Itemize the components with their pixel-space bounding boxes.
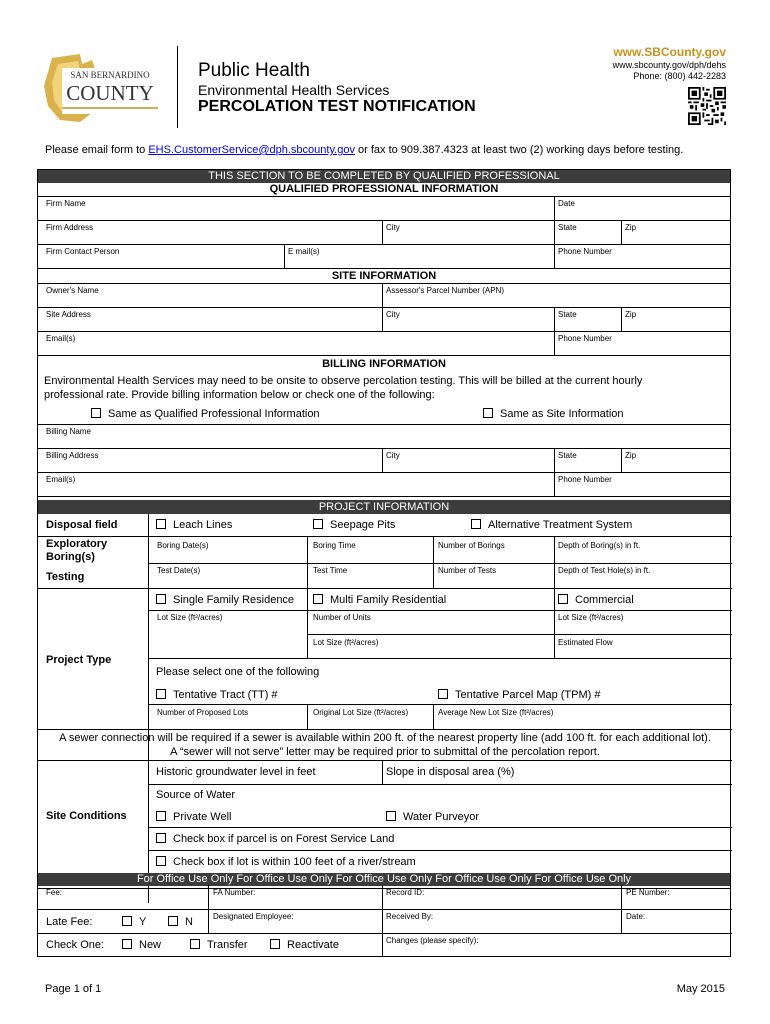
- testing-label: Testing: [46, 571, 85, 583]
- project-type-label: Project Type: [46, 654, 112, 666]
- instructions: Please email form to EHS.CustomerService@dph.sbcounty.gov or fax to 909.387.4323 at least two (2) working days before testing.: [45, 144, 684, 156]
- header-divider: [177, 46, 178, 128]
- office-use-table: [37, 885, 731, 957]
- seepage-pits-checkbox[interactable]: Seepage Pits: [313, 519, 395, 531]
- billing-address-field[interactable]: Billing Address: [46, 451, 99, 460]
- mfr-lot-size-field[interactable]: Lot Size (ft²/acres): [313, 638, 379, 647]
- forest-service-checkbox[interactable]: Check box if parcel is on Forest Service Land: [156, 833, 394, 845]
- site-zip-field[interactable]: Zip: [625, 310, 637, 319]
- site-conditions-label: Site Conditions: [46, 810, 127, 822]
- orig-lot-size-field[interactable]: Original Lot Size (ft²/acres): [313, 708, 409, 717]
- new-checkbox[interactable]: New: [122, 939, 161, 951]
- office-date-field[interactable]: Date:: [626, 912, 646, 921]
- sewer-notice-1: A sewer connection will be required if a sewer is available within 200 ft. of the nearest property line (add 100 ft. for each additional lot).: [59, 732, 711, 744]
- depth-borings-field[interactable]: Depth of Boring(s) in ft.: [558, 541, 641, 550]
- phone-number: Phone: (800) 442-2283: [633, 71, 726, 81]
- water-purveyor-checkbox[interactable]: Water Purveyor: [386, 811, 479, 823]
- boring-dates-field[interactable]: Boring Date(s): [157, 541, 209, 550]
- logo-main-text: COUNTY: [66, 81, 154, 105]
- page-number: Page 1 of 1: [45, 983, 102, 995]
- leach-lines-checkbox[interactable]: Leach Lines: [156, 519, 232, 531]
- county-logo: [40, 50, 160, 125]
- fee-field[interactable]: Fee:: [46, 888, 63, 897]
- source-water-label: Source of Water: [156, 789, 236, 801]
- billing-city-field[interactable]: City: [386, 451, 400, 460]
- form-box: [37, 169, 731, 889]
- changes-field[interactable]: Changes (please specify):: [386, 936, 479, 945]
- office-bar: For Office Use Only For Office Use Only For Office Use Only For Office Use Only For Office Use Only: [38, 873, 730, 886]
- exploratory-label: Exploratory: [46, 538, 108, 550]
- num-tests-field[interactable]: Number of Tests: [438, 566, 497, 575]
- website-link[interactable]: www.SBCounty.gov: [613, 45, 726, 59]
- site-heading: SITE INFORMATION: [38, 270, 730, 282]
- same-as-site-checkbox[interactable]: Same as Site Information: [483, 408, 624, 420]
- qr-code-icon: [688, 87, 726, 125]
- billing-text-1: Environmental Health Services may need to be onsite to observe percolation testing. This will be billed at the current hourly: [44, 375, 643, 387]
- email-link[interactable]: EHS.CustomerService@dph.sbcounty.gov: [148, 144, 355, 156]
- received-by-field[interactable]: Received By:: [386, 912, 434, 921]
- site-state-field[interactable]: State: [558, 310, 577, 319]
- billing-text-2: professional rate. Provide billing information below or check one of the following:: [44, 389, 435, 401]
- qp-date-field[interactable]: Date: [558, 199, 575, 208]
- late-fee-yes-checkbox[interactable]: Y: [122, 916, 146, 928]
- slope-field[interactable]: Slope in disposal area (%): [386, 766, 515, 778]
- billing-email-field[interactable]: Email(s): [46, 475, 76, 484]
- transfer-checkbox[interactable]: Transfer: [190, 939, 248, 951]
- estimated-flow-field[interactable]: Estimated Flow: [558, 638, 613, 647]
- project-bar: PROJECT INFORMATION: [38, 500, 730, 514]
- billing-phone-field[interactable]: Phone Number: [558, 475, 612, 484]
- num-units-field[interactable]: Number of Units: [313, 613, 371, 622]
- sfr-lot-size-field[interactable]: Lot Size (ft²/acres): [157, 613, 223, 622]
- disposal-field-label: Disposal field: [46, 519, 118, 531]
- fa-number-field[interactable]: FA Number:: [213, 888, 256, 897]
- billing-zip-field[interactable]: Zip: [625, 451, 637, 460]
- site-phone-field[interactable]: Phone Number: [558, 334, 612, 343]
- qp-zip-field[interactable]: Zip: [625, 223, 637, 232]
- contact-person-field[interactable]: Firm Contact Person: [46, 247, 120, 256]
- dept-subtitle: Environmental Health Services: [198, 82, 390, 98]
- firm-address-field[interactable]: Firm Address: [46, 223, 94, 232]
- site-city-field[interactable]: City: [386, 310, 400, 319]
- groundwater-field[interactable]: Historic groundwater level in feet: [156, 766, 316, 778]
- firm-name-field[interactable]: Firm Name: [46, 199, 86, 208]
- check-one-label: Check One:: [46, 939, 105, 951]
- reactivate-checkbox[interactable]: Reactivate: [270, 939, 339, 951]
- qp-email-field[interactable]: E mail(s): [288, 247, 320, 256]
- tentative-parcel-checkbox[interactable]: Tentative Parcel Map (TPM) #: [438, 689, 601, 701]
- private-well-checkbox[interactable]: Private Well: [156, 811, 231, 823]
- same-as-qp-checkbox[interactable]: Same as Qualified Professional Information: [91, 408, 320, 420]
- qp-heading: QUALIFIED PROFESSIONAL INFORMATION: [38, 183, 730, 196]
- num-borings-field[interactable]: Number of Borings: [438, 541, 505, 550]
- logo-top-text: SAN BERNARDINO: [70, 70, 150, 80]
- depth-tests-field[interactable]: Depth of Test Hole(s) in ft.: [558, 566, 651, 575]
- qp-bar: THIS SECTION TO BE COMPLETED BY QUALIFIED PROFESSIONAL: [38, 170, 730, 183]
- commercial-checkbox[interactable]: Commercial: [558, 594, 634, 606]
- apn-field[interactable]: Assessor's Parcel Number (APN): [386, 286, 504, 295]
- qp-phone-field[interactable]: Phone Number: [558, 247, 612, 256]
- river-stream-checkbox[interactable]: Check box if lot is within 100 feet of a river/stream: [156, 856, 416, 868]
- avg-lot-size-field[interactable]: Average New Lot Size (ft²/acres): [438, 708, 554, 717]
- revision-date: May 2015: [676, 983, 725, 995]
- pe-number-field[interactable]: PE Number:: [626, 888, 670, 897]
- billing-heading: BILLING INFORMATION: [38, 358, 730, 370]
- designated-employee-field[interactable]: Designated Employee:: [213, 912, 294, 921]
- multi-family-checkbox[interactable]: Multi Family Residential: [313, 594, 446, 606]
- test-time-field[interactable]: Test Time: [313, 566, 348, 575]
- form-title: PERCOLATION TEST NOTIFICATION: [198, 98, 476, 115]
- qp-state-field[interactable]: State: [558, 223, 577, 232]
- select-one-text: Please select one of the following: [156, 666, 320, 678]
- record-id-field[interactable]: Record ID:: [386, 888, 425, 897]
- dept-title: Public Health: [198, 60, 310, 81]
- billing-name-field[interactable]: Billing Name: [46, 427, 91, 436]
- billing-state-field[interactable]: State: [558, 451, 577, 460]
- test-dates-field[interactable]: Test Date(s): [157, 566, 201, 575]
- late-fee-no-checkbox[interactable]: N: [168, 916, 193, 928]
- alt-treatment-checkbox[interactable]: Alternative Treatment System: [471, 519, 632, 531]
- num-lots-field[interactable]: Number of Proposed Lots: [157, 708, 249, 717]
- dept-url[interactable]: www.sbcounty.gov/dph/dehs: [612, 60, 726, 70]
- borings-label: Boring(s): [46, 551, 95, 563]
- owner-name-field[interactable]: Owner's Name: [46, 286, 99, 295]
- sewer-notice-2: A “sewer will not serve” letter may be required prior to submittal of the percolation report.: [170, 746, 600, 758]
- site-email-field[interactable]: Email(s): [46, 334, 76, 343]
- single-family-checkbox[interactable]: Single Family Residence: [156, 594, 294, 606]
- site-address-field[interactable]: Site Address: [46, 310, 91, 319]
- boring-time-field[interactable]: Boring Time: [313, 541, 356, 550]
- qp-city-field[interactable]: City: [386, 223, 400, 232]
- tentative-tract-checkbox[interactable]: Tentative Tract (TT) #: [156, 689, 278, 701]
- late-fee-label: Late Fee:: [46, 916, 93, 928]
- commercial-lot-size-field[interactable]: Lot Size (ft²/acres): [558, 613, 624, 622]
